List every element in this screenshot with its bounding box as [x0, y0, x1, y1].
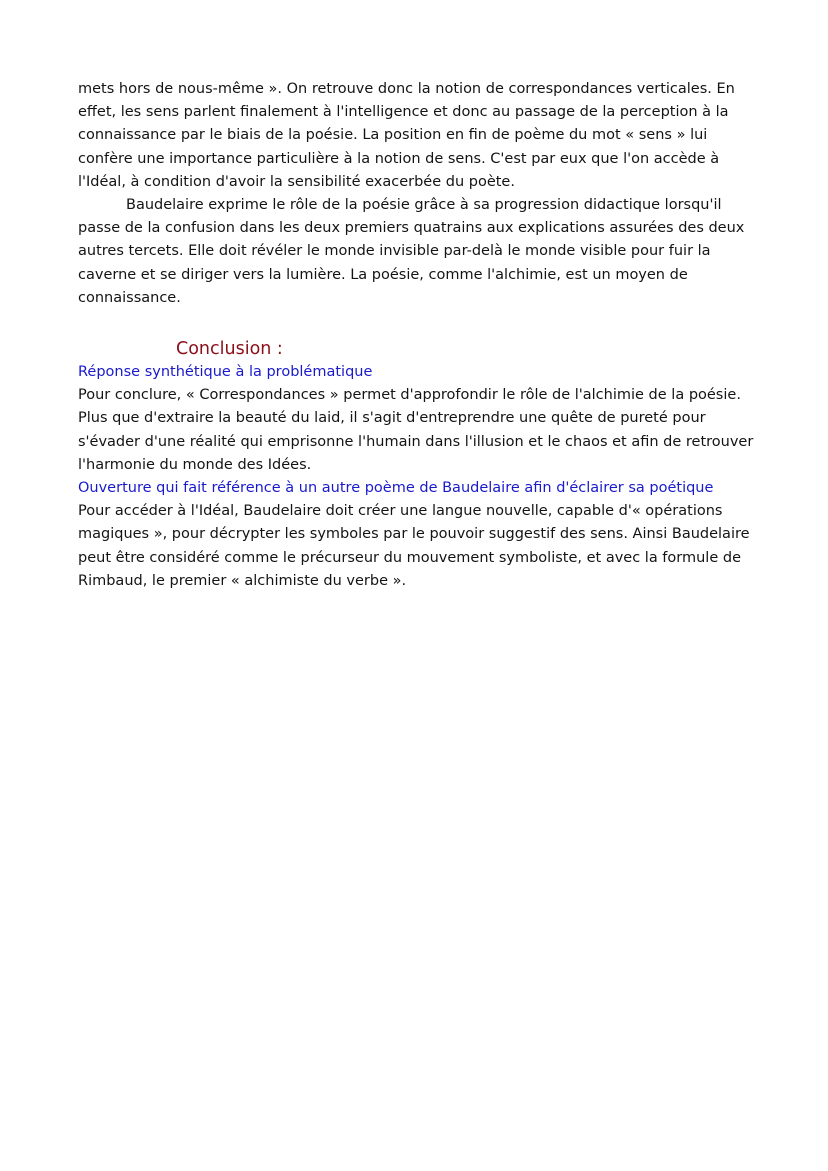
body-paragraph-2: Baudelaire exprime le rôle de la poésie grâce à sa progression didactique lorsqu'il passe de la confusion dans les deux premiers quatrains aux explications assurées des deux autres tercets. Elle doit révéler le monde invisible par-delà le monde visible pour fuir la caverne et se diriger vers la lumière. La poésie, comme l'alchimie, est un moyen de connaissance.	[78, 197, 745, 306]
conclusion-title: Conclusion :	[176, 339, 283, 360]
synthesis-paragraph: Pour conclure, « Correspondances » permet d'approfondir le rôle de l'alchimie de la poésie. Plus que d'extraire la beauté du laid, il s'agit d'entreprendre une quête de pureté pour s'évader d'une réalité qui emprisonne l'humain dans l'illusion et le chaos et afin de retrouver l'harmonie du monde des Idées.	[78, 387, 754, 473]
document-page	[78, 78, 758, 593]
opening-heading: Ouverture qui fait référence à un autre poème de Baudelaire afin d'éclairer sa poétique	[78, 480, 714, 497]
body-paragraph-1: mets hors de nous-même ». On retrouve donc la notion de correspondances verticales. En effet, les sens parlent finalement à l'intelligence et donc au passage de la perception à la connaissance par le biais de la poésie. La position en fin de poème du mot « sens » lui confère une importance particulière à la notion de sens. C'est par eux que l'on accède à l'Idéal, à condition d'avoir la sensibilité exacerbée du poète.	[78, 81, 735, 190]
synthesis-heading: Réponse synthétique à la problématique	[78, 364, 373, 381]
opening-paragraph: Pour accéder à l'Idéal, Baudelaire doit créer une langue nouvelle, capable d'« opérations magiques », pour décrypter les symboles par le pouvoir suggestif des sens. Ainsi Baudelaire peut être considéré comme le précurseur du mouvement symboliste, et avec la formule de Rimbaud, le premier « alchimiste du verbe ».	[78, 503, 750, 589]
